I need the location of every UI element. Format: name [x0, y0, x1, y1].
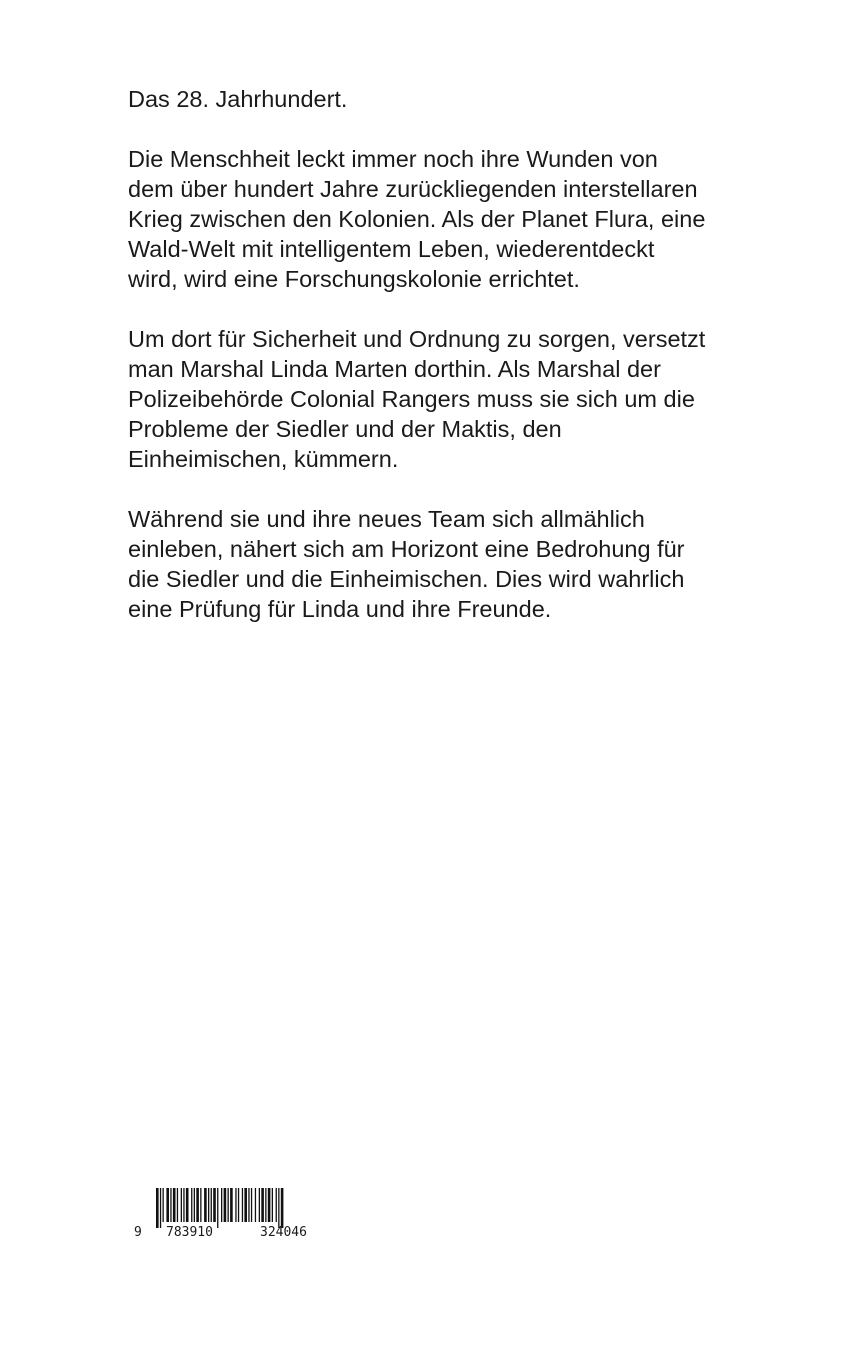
- isbn-barcode: [128, 1188, 338, 1244]
- blurb-line: man Marshal Linda Marten dorthin. Als Marshal der: [128, 356, 661, 382]
- barcode-bar: [166, 1188, 169, 1222]
- barcode-bar: [224, 1188, 227, 1222]
- barcode-bar: [200, 1188, 201, 1222]
- back-cover-blurb: [128, 84, 748, 654]
- barcode-bar: [265, 1188, 266, 1222]
- blurb-line: Probleme der Siedler und der Maktis, den: [128, 416, 562, 442]
- blurb-line: die Siedler und die Einheimischen. Dies wird wahrlich: [128, 566, 685, 592]
- barcode-bar: [281, 1188, 284, 1228]
- barcode-bar: [213, 1188, 216, 1222]
- barcode-bar: [163, 1188, 164, 1222]
- blurb-line: eine Prüfung für Linda und ihre Freunde.: [128, 596, 552, 622]
- barcode-bar: [255, 1188, 256, 1222]
- barcode-bar: [248, 1188, 249, 1222]
- barcode-bar: [278, 1188, 279, 1228]
- blurb-line: Polizeibehörde Colonial Rangers muss sie sich um die: [128, 386, 695, 412]
- barcode-bar: [230, 1188, 233, 1222]
- barcode-bar: [204, 1188, 207, 1222]
- blurb-line: Wald-Welt mit intelligentem Leben, wiederentdeckt: [128, 236, 655, 262]
- barcode-bar: [244, 1188, 247, 1222]
- barcode-bar: [211, 1188, 212, 1222]
- barcode-bar: [268, 1188, 271, 1222]
- barcode-graphic: [128, 1188, 338, 1244]
- barcode-bar: [261, 1188, 264, 1222]
- barcode-bar: [238, 1188, 239, 1222]
- barcode-bar: [196, 1188, 199, 1222]
- blurb-paragraph-2: [128, 144, 748, 294]
- blurb-paragraph-3: [128, 324, 748, 474]
- barcode-bar: [208, 1188, 209, 1222]
- barcode-bar: [177, 1188, 178, 1222]
- barcode-bar: [170, 1188, 171, 1222]
- barcode-prefix-digit: 9: [134, 1225, 142, 1240]
- barcode-left-digits: 783910: [166, 1225, 213, 1240]
- barcode-bar: [242, 1188, 243, 1222]
- barcode-bar: [272, 1188, 273, 1222]
- blurb-line: dem über hundert Jahre zurückliegenden interstellaren: [128, 176, 698, 202]
- barcode-bar: [228, 1188, 229, 1222]
- barcode-bar: [156, 1188, 159, 1228]
- blurb-line: wird, wird eine Forschungskolonie errichtet.: [128, 266, 580, 292]
- blurb-line: Während sie und ihre neues Team sich allmählich: [128, 506, 645, 532]
- barcode-right-digits: 324046: [260, 1225, 307, 1240]
- barcode-bar: [191, 1188, 192, 1222]
- barcode-bar: [217, 1188, 218, 1228]
- barcode-bars: [156, 1188, 283, 1228]
- barcode-bar: [276, 1188, 277, 1222]
- barcode-bar: [181, 1188, 182, 1222]
- blurb-line: einleben, nähert sich am Horizont eine Bedrohung für: [128, 536, 685, 562]
- barcode-bar: [186, 1188, 189, 1222]
- barcode-bar: [160, 1188, 161, 1228]
- blurb-paragraph-1: [128, 84, 748, 114]
- blurb-line: Krieg zwischen den Kolonien. Als der Planet Flura, eine: [128, 206, 706, 232]
- barcode-bar: [259, 1188, 260, 1222]
- blurb-line: Einheimischen, kümmern.: [128, 446, 399, 472]
- barcode-bar: [235, 1188, 236, 1222]
- blurb-line: Um dort für Sicherheit und Ordnung zu sorgen, versetzt: [128, 326, 706, 352]
- barcode-bar: [173, 1188, 176, 1222]
- barcode-bar: [194, 1188, 195, 1222]
- barcode-bar: [251, 1188, 252, 1222]
- blurb-line: Die Menschheit leckt immer noch ihre Wunden von: [128, 146, 658, 172]
- blurb-line: Das 28. Jahrhundert.: [128, 86, 348, 112]
- barcode-bar: [221, 1188, 222, 1222]
- barcode-bar: [183, 1188, 184, 1222]
- blurb-paragraph-4: [128, 504, 748, 624]
